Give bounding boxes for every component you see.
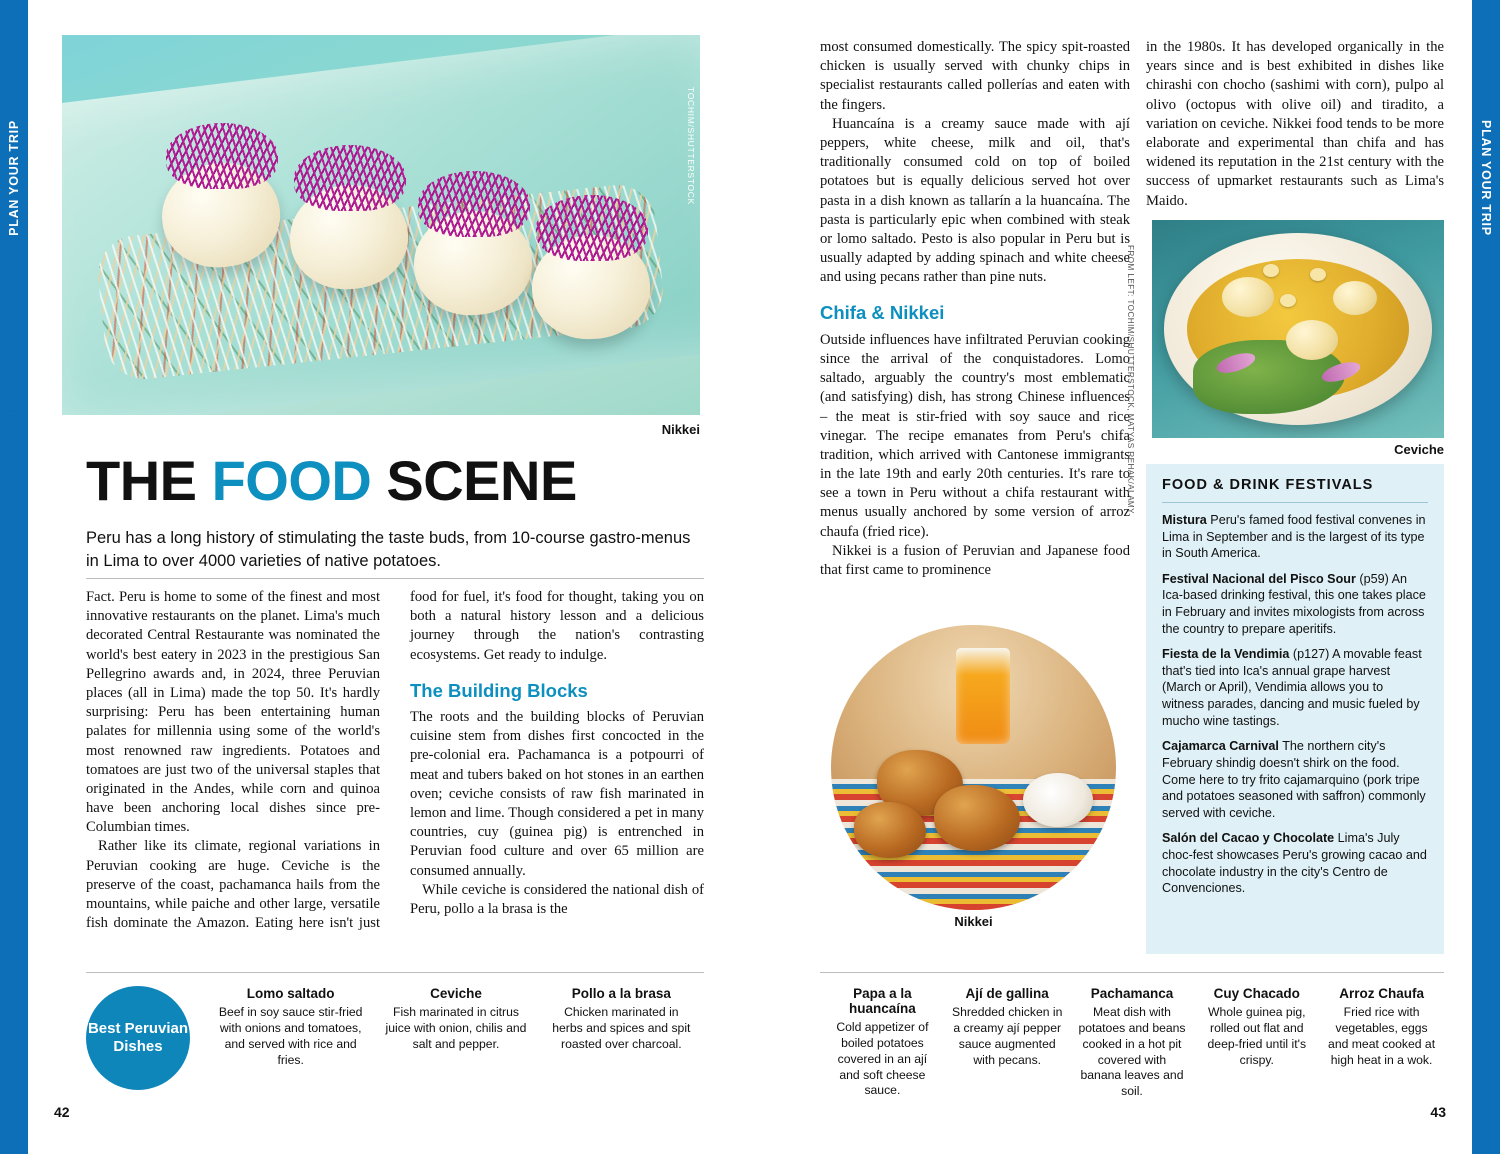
corn-kernel-shape <box>1310 268 1326 281</box>
dish-name: Cuy Chacado <box>1213 986 1300 1001</box>
divider-bottom-left <box>86 972 704 973</box>
page-number-right: 43 <box>1430 1104 1446 1120</box>
divider-top-left <box>86 578 704 579</box>
festival-name: Cajamarca Carnival <box>1162 739 1279 754</box>
page-number-left: 42 <box>54 1104 70 1120</box>
fried-chicken-shape <box>934 785 1020 851</box>
dish-item <box>1194 986 1319 1100</box>
dish-item <box>208 986 373 1094</box>
juice-glass-shape <box>956 648 1010 744</box>
dish-item <box>820 986 945 1100</box>
festival-name: Festival Nacional del Pisco Sour <box>1162 571 1356 586</box>
fried-chicken-shape <box>854 802 926 858</box>
purple-garnish-shape <box>536 195 648 261</box>
festival-name: Fiesta de la Vendimia <box>1162 647 1290 662</box>
divider-bottom-right <box>820 972 1444 973</box>
sidebar-label-the-food-scene-right: THE FOOD SCENE <box>1479 300 1493 422</box>
dish-description: Chicken marinated in herbs and spices and spit roasted over charcoal. <box>552 1005 691 1051</box>
festival-description: (p127) A movable feast that's tied into Ica's annual grape harvest (March or April), Vendimia allows you to witness parades, dancing and music fueled by mucho wine tastings. <box>1162 647 1422 728</box>
body-paragraph: Fact. Peru is home to some of the finest and most innovative restaurants on the planet. Lima's much decorated Central Restaurante was nominated the world's best eatery in 2023 in the prestigious San Pellegrino awards and, in 2024, three Peruvian places (all in Lima) made the top 50. It's hardly surprising: Peru has been entertaining human palates for millennia using some of the world's most renowned raw ingredients. Potatoes and tomatoes are just two of the universal staples that originated in the Andes, while corn and quinoa have been anchoring local dishes since pre-Columbian times. <box>86 589 380 836</box>
body-paragraph: Outside influences have infiltrated Peruvian cooking since the arrival of the conquistadores. Lomo saltado, arguably the country's most emblematic (and satisfying) dish, has strong Chinese influences – the meat is stir-fried with soy sauce and rice vinegar. The recipe emanates from Peru's chifa tradition, which arrived with Cantonese immigrants in the late 19th and early 20th centuries. It's rare to see a town in Peru without a chifa restaurant with menus usually anchored by some version of arroz chaufa (fried rice). <box>820 331 1130 540</box>
photo-credit-right: FROM LEFT: TOCHIM/SHUTTERSTOCK, MATYAS REHAK/ALAMY <box>1126 245 1135 515</box>
left-body-columns <box>86 588 704 933</box>
best-peruvian-dishes-strip <box>86 986 704 1094</box>
subheading-chifa-nikkei: Chifa & Nikkei <box>820 302 945 324</box>
page-title <box>86 449 706 512</box>
body-paragraph: in the 1980s. It has developed organically in the years since and is best exhibited in dishes like chirashi con chocho (sashimi with corn), pulpo al olivo (octopus with olive oil) and tiradito, a variation on ceviche. Nikkei food tends to be more elaborate and experimental than chifa and has widened its reputation in the 21st century with the success of upmarket restaurants such as Lima's Maido. <box>1146 39 1444 209</box>
food-and-drink-festivals-panel <box>1146 464 1444 954</box>
dish-name: Lomo saltado <box>246 986 335 1001</box>
dish-name: Papa a la huancaína <box>849 986 916 1016</box>
dish-item <box>373 986 538 1094</box>
sidebar-label-plan-your-trip-right: PLAN YOUR TRIP <box>1479 120 1493 236</box>
sidebar-label-plan-your-trip-left: PLAN YOUR TRIP <box>7 120 21 236</box>
dish-item <box>539 986 704 1094</box>
body-paragraph: While ceviche is considered the national dish of Peru, pollo a la brasa is the <box>410 881 704 917</box>
dish-item <box>945 986 1070 1100</box>
subheading-building-blocks: The Building Blocks <box>410 679 588 701</box>
purple-garnish-shape <box>418 171 530 237</box>
ceviche-photo <box>1152 220 1444 438</box>
sidebar-label-the-food-scene-left: THE FOOD SCENE <box>7 305 21 427</box>
festival-item <box>1162 571 1428 637</box>
best-peruvian-dishes-badge: Best Peruvian Dishes <box>86 986 190 1090</box>
festival-description: Lima's July choc-fest showcases Peru's growing cacao and chocolate industry in the city's Centro de Convenciones. <box>1162 831 1427 896</box>
festival-description: Peru's famed food festival convenes in Lima in September and is the largest of its type in South America. <box>1162 513 1426 561</box>
sauce-bowl-shape <box>1023 773 1093 827</box>
dish-description: Fish marinated in citrus juice with onion, chilis and salt and pepper. <box>385 1005 527 1051</box>
festival-description: The northern city's February shindig doesn't shirk on the food. Come here to try frito cajamarquino (pork tripe and potatoes seasoned with saffron) commonly served with ceviche. <box>1162 739 1426 820</box>
festival-item <box>1162 830 1428 896</box>
dish-name: Pachamanca <box>1090 986 1174 1001</box>
potato-shape <box>1222 277 1274 317</box>
dish-description: Shredded chicken in a creamy ají pepper sauce augmented with pecans. <box>951 1005 1063 1067</box>
festival-item <box>1162 646 1428 729</box>
body-paragraph: The roots and the building blocks of Peruvian cuisine stem from dishes first concocted in the pre-colonial era. Pachamanca is a potpourri of meat and tubers baked on hot stones in an earthen oven; ceviche consists of raw fish marinated in lemon and lime. Though considered a pet in many countries, cuy (guinea pig) is entrenched in Peruvian food culture and over 65 million are consumed annually. <box>410 709 704 879</box>
nikkei-round-photo <box>831 625 1116 910</box>
festival-item <box>1162 512 1428 562</box>
dish-item <box>1319 986 1444 1100</box>
right-column-b <box>1146 38 1444 211</box>
dish-description: Fried rice with vegetables, eggs and meat cooked at high heat in a wok. <box>1328 1005 1436 1067</box>
purple-garnish-shape <box>294 145 406 211</box>
page-title-highlight: FOOD <box>211 449 372 512</box>
dish-name: Ají de gallina <box>965 986 1049 1001</box>
ceviche-caption: Ceviche <box>1394 442 1444 457</box>
peruvian-dishes-strip-right <box>820 986 1444 1100</box>
dish-description: Whole guinea pig, rolled out flat and deep-fried until it's crispy. <box>1207 1005 1307 1067</box>
body-paragraph: Nikkei is a fusion of Peruvian and Japanese food that first came to prominence <box>820 542 1130 578</box>
body-paragraph: Rather like its climate, regional variations in Peruvian cooking are huge. Ceviche is the preserve of the coast, pachamanca hails from the mountains, while paiche and other large, versatile fish dominate the Amazon. Eating here isn't just food for fuel, it's food for thought, taking you on both a natural history lesson and a delicious journey through the nation's contrasting ecosystems. Get ready to indulge. <box>86 589 704 932</box>
dish-description: Meat dish with potatoes and beans cooked in a hot pit covered with banana leaves and soil. <box>1078 1005 1186 1099</box>
nikkei-caption-right: Nikkei <box>954 914 993 929</box>
hero-caption: Nikkei <box>661 422 700 437</box>
festivals-panel-title: FOOD & DRINK FESTIVALS <box>1162 477 1374 493</box>
right-column-a <box>820 38 1130 580</box>
festival-description: (p59) An Ica-based drinking festival, this one takes place in February and invites mixologists from across the country to prepare aperitifs. <box>1162 571 1426 636</box>
festivals-list <box>1146 503 1444 897</box>
dish-name: Pollo a la brasa <box>571 986 671 1001</box>
photo-credit-left: TOCHIM/SHUTTERSTOCK <box>686 87 696 205</box>
standfirst-text: Peru has a long history of stimulating the taste buds, from 10-course gastro-menus in Lima to over 4000 varieties of native potatoes. <box>86 529 691 571</box>
dish-description: Cold appetizer of boiled potatoes covered in an ají and soft cheese sauce. <box>836 1020 929 1098</box>
dish-name: Arroz Chaufa <box>1339 986 1424 1001</box>
dish-name: Ceviche <box>430 986 482 1001</box>
potato-shape <box>1333 281 1377 315</box>
right-page <box>750 0 1472 1154</box>
left-page <box>28 0 750 1154</box>
festival-item <box>1162 738 1428 821</box>
body-paragraph: Huancaína is a creamy sauce made with ají peppers, white cheese, milk and oil, that's traditionally consumed cold on top of boiled potatoes but is equally delicious served hot over pasta in a dish known as tallarín a la huancaína. The pasta is particularly epic when combined with steak or lomo saltado. Pesto is also popular in Peru but is usually adapted by adding spinach and white cheese and using pecans rather than pine nuts. <box>820 115 1130 286</box>
dish-item <box>1070 986 1195 1100</box>
corn-kernel-shape <box>1263 264 1279 277</box>
purple-garnish-shape <box>166 123 278 189</box>
festival-name: Mistura <box>1162 513 1207 527</box>
hero-photo-nikkei <box>62 35 700 415</box>
festival-name: Salón del Cacao y Chocolate <box>1162 831 1335 846</box>
dish-description: Beef in soy sauce stir-fried with onions and tomatoes, and served with rice and fries. <box>218 1005 363 1067</box>
page-title-part-2: SCENE <box>371 449 577 512</box>
page-title-part-1: THE <box>86 449 212 512</box>
body-paragraph: most consumed domestically. The spicy spit-roasted chicken is usually served with chunky chips in specialist restaurants called pollerías and eaten with the fingers. <box>820 39 1130 113</box>
